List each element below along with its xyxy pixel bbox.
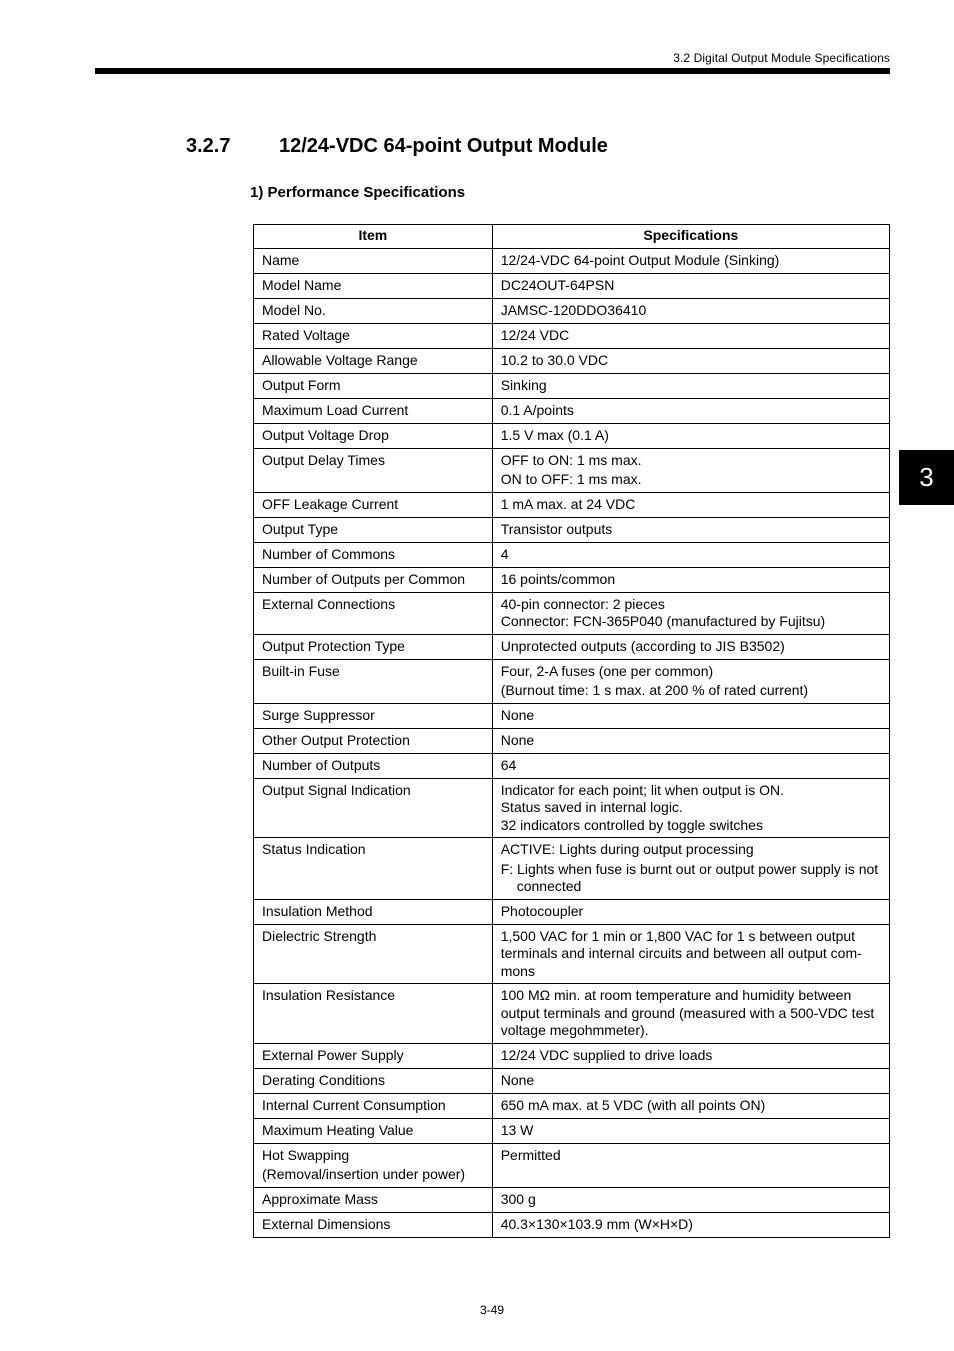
item-cell [254, 373, 493, 398]
table-row [254, 448, 890, 492]
table-row [254, 423, 890, 448]
spec-cell [492, 659, 889, 703]
spec-cell [492, 492, 889, 517]
item-cell [254, 1187, 493, 1212]
item-cell-line: Status Indication [262, 841, 366, 857]
page-number [0, 1303, 954, 1317]
spec-cell-line: None [500, 706, 535, 723]
table-row [254, 298, 890, 323]
spec-cell [492, 984, 889, 1044]
spec-cell [492, 1143, 889, 1187]
item-cell [254, 634, 493, 659]
spec-cell-line: 300 g [500, 1190, 536, 1207]
item-cell-line: Other Output Protection [262, 731, 410, 748]
spec-cell [492, 753, 889, 778]
item-cell-line: Output Type [262, 520, 339, 537]
spec-cell-line: terminals and internal circuits and between all output com- [500, 945, 862, 961]
item-cell-line: (Removal/insertion under power) [262, 1166, 466, 1182]
spec-cell-line: 12/24 VDC [500, 326, 570, 343]
spec-cell-line: 1.5 V max (0.1 A) [500, 426, 609, 443]
column-header-specifications: Specifications [492, 225, 889, 249]
chapter-tab: 3 [899, 450, 954, 505]
item-cell [254, 273, 493, 298]
spec-cell-line: 4 [500, 545, 509, 562]
item-cell-line: Surge Suppressor [262, 706, 375, 723]
item-cell-line: Name [262, 251, 300, 268]
item-cell-line: Built-in Fuse [262, 662, 340, 679]
table-row [254, 1093, 890, 1118]
item-cell [254, 778, 493, 838]
spec-cell-line: DC24OUT-64PSN [500, 276, 615, 293]
item-cell-line: Output Signal Indication [262, 781, 411, 798]
spec-cell-line: Permitted [500, 1146, 561, 1163]
table-row [254, 248, 890, 273]
table-row [254, 542, 890, 567]
table-row [254, 1068, 890, 1093]
spec-cell-line: output terminals and ground (measured with a 500-VDC test [500, 1004, 875, 1021]
table-row [254, 659, 890, 703]
spec-cell-line: None [500, 731, 535, 748]
table-header-row [254, 225, 890, 249]
spec-cell-line: 1,500 VAC for 1 min or 1,800 VAC for 1 s between output [500, 927, 856, 944]
item-cell [254, 423, 493, 448]
spec-cell-line: 32 indicators controlled by toggle switches [500, 816, 763, 833]
spec-cell [492, 348, 889, 373]
item-cell-line: Maximum Heating Value [262, 1121, 414, 1138]
item-cell-line: Rated Voltage [262, 326, 350, 343]
item-cell [254, 323, 493, 348]
item-cell [254, 1093, 493, 1118]
spec-cell-line: None [500, 1071, 535, 1088]
spec-cell [492, 592, 889, 634]
spec-cell-line: 13 W [500, 1121, 534, 1138]
table-row [254, 728, 890, 753]
item-cell [254, 984, 493, 1044]
table-row [254, 634, 890, 659]
item-cell [254, 899, 493, 924]
spec-cell-line: ON to OFF: 1 ms max. [500, 471, 642, 487]
spec-cell-line: 0.1 A/points [500, 401, 574, 418]
item-cell-line: Number of Commons [262, 545, 396, 562]
spec-cell [492, 298, 889, 323]
table-row [254, 778, 890, 838]
item-cell [254, 1143, 493, 1187]
spec-cell [492, 728, 889, 753]
spec-cell-line: 40.3×130×103.9 mm (W×H×D) [500, 1215, 693, 1232]
item-cell [254, 659, 493, 703]
item-cell-line: Model No. [262, 301, 326, 318]
spec-cell-line: 12/24 VDC supplied to drive loads [500, 1046, 713, 1063]
item-cell-line: Hot Swapping [262, 1146, 350, 1163]
item-cell [254, 592, 493, 634]
table-row [254, 1143, 890, 1187]
item-cell [254, 728, 493, 753]
spec-cell [492, 1187, 889, 1212]
spec-cell [492, 838, 889, 900]
subsection-title: 1) Performance Specifications [250, 184, 466, 201]
item-cell-line: Dielectric Strength [262, 927, 377, 944]
spec-cell-line: ACTIVE: Lights during output processing [500, 841, 754, 857]
spec-cell [492, 542, 889, 567]
spec-cell-line: Indicator for each point; lit when output is ON. [500, 781, 784, 798]
spec-cell [492, 778, 889, 838]
table-row [254, 373, 890, 398]
item-cell-line: Output Form [262, 376, 341, 393]
table-row [254, 753, 890, 778]
table-row [254, 838, 890, 900]
spec-cell [492, 703, 889, 728]
item-cell-line: External Dimensions [262, 1215, 391, 1232]
spec-cell-line: OFF to ON: 1 ms max. [500, 451, 642, 468]
spec-cell [492, 323, 889, 348]
spec-cell [492, 448, 889, 492]
spec-cell-line: 1 mA max. at 24 VDC [500, 495, 636, 512]
item-cell-line: External Power Supply [262, 1046, 404, 1063]
item-cell-line: Derating Conditions [262, 1071, 385, 1088]
spec-cell-line: connected [516, 878, 582, 894]
table-row [254, 924, 890, 984]
spec-cell [492, 1093, 889, 1118]
spec-cell-line: mons [500, 962, 535, 979]
item-cell-line: Number of Outputs [262, 756, 381, 773]
item-cell-line: Number of Outputs per Common [262, 570, 466, 587]
item-cell-line: Maximum Load Current [262, 401, 409, 418]
item-cell [254, 567, 493, 592]
table-row [254, 398, 890, 423]
spec-cell [492, 1212, 889, 1237]
item-cell [254, 703, 493, 728]
spec-cell-line: 40-pin connector: 2 pieces [500, 595, 665, 612]
item-cell-line: Internal Current Consumption [262, 1096, 446, 1113]
item-cell [254, 492, 493, 517]
spec-table-body [254, 248, 890, 1237]
item-cell [254, 248, 493, 273]
table-row [254, 899, 890, 924]
table-row [254, 492, 890, 517]
item-cell [254, 1068, 493, 1093]
table-row [254, 273, 890, 298]
table-row [254, 984, 890, 1044]
spec-cell-line: Connector: FCN-365P040 (manufactured by Fujitsu) [500, 613, 826, 629]
spec-cell-line: Unprotected outputs (according to JIS B3502) [500, 637, 785, 654]
item-cell [254, 542, 493, 567]
spec-cell [492, 567, 889, 592]
item-cell-line: Insulation Method [262, 902, 373, 919]
spec-cell [492, 899, 889, 924]
spec-cell-line: 650 mA max. at 5 VDC (with all points ON) [500, 1096, 766, 1113]
spec-cell-line: Photocoupler [500, 902, 584, 919]
table-row [254, 567, 890, 592]
item-cell-line: Output Delay Times [262, 451, 385, 468]
item-cell [254, 348, 493, 373]
item-cell [254, 448, 493, 492]
spec-cell-line: Four, 2-A fuses (one per common) [500, 662, 714, 679]
spec-cell [492, 273, 889, 298]
table-row [254, 517, 890, 542]
spec-cell-line: 12/24-VDC 64-point Output Module (Sinking) [500, 251, 780, 268]
item-cell [254, 398, 493, 423]
spec-cell-line: Sinking [500, 376, 547, 393]
spec-cell [492, 517, 889, 542]
spec-cell [492, 1118, 889, 1143]
item-cell-line: External Connections [262, 595, 396, 612]
table-row [254, 348, 890, 373]
spec-cell-line: Transistor outputs [500, 520, 613, 537]
table-row [254, 323, 890, 348]
section-title [186, 135, 608, 158]
table-row [254, 592, 890, 634]
spec-cell [492, 1068, 889, 1093]
table-row [254, 703, 890, 728]
spec-cell [492, 248, 889, 273]
spec-cell-line: 16 points/common [500, 570, 616, 587]
column-header-item: Item [254, 225, 493, 249]
item-cell-line: OFF Leakage Current [262, 495, 399, 512]
item-cell [254, 1043, 493, 1068]
spec-cell-line: 10.2 to 30.0 VDC [500, 351, 609, 368]
item-cell [254, 298, 493, 323]
item-cell [254, 517, 493, 542]
item-cell-line: Output Protection Type [262, 637, 405, 654]
spec-cell-line: F: Lights when fuse is burnt out or output power supply is not [500, 860, 879, 877]
item-cell-line: Allowable Voltage Range [262, 351, 418, 368]
item-cell [254, 924, 493, 984]
item-cell [254, 1118, 493, 1143]
item-cell [254, 838, 493, 900]
item-cell [254, 753, 493, 778]
item-cell-line: Output Voltage Drop [262, 426, 389, 443]
section-number: 3.2.7 [186, 135, 231, 157]
table-row [254, 1212, 890, 1237]
spec-cell [492, 398, 889, 423]
spec-cell [492, 423, 889, 448]
page-number-text: 3-49 [479, 1303, 505, 1317]
spec-cell-line: JAMSC-120DDO36410 [500, 301, 647, 318]
section-heading: 12/24-VDC 64-point Output Module [279, 135, 608, 157]
item-cell-line: Insulation Resistance [262, 987, 396, 1003]
header-rule [95, 68, 890, 74]
spec-cell-line: voltage megohmmeter). [500, 1022, 649, 1038]
spec-cell-line: Status saved in internal logic. [500, 799, 683, 815]
spec-cell-line: 100 MΩ min. at room temperature and humidity between [500, 987, 852, 1003]
spec-cell [492, 634, 889, 659]
spec-cell [492, 1043, 889, 1068]
item-cell-line: Model Name [262, 276, 342, 293]
spec-cell [492, 373, 889, 398]
table-row [254, 1043, 890, 1068]
running-header: 3.2 Digital Output Module Specifications [673, 51, 890, 65]
item-cell-line: Approximate Mass [262, 1190, 378, 1207]
spec-table [253, 224, 890, 1238]
spec-cell-line: (Burnout time: 1 s max. at 200 % of rated current) [500, 682, 809, 698]
spec-cell-line: 64 [500, 756, 517, 773]
table-row [254, 1187, 890, 1212]
table-row [254, 1118, 890, 1143]
item-cell [254, 1212, 493, 1237]
spec-cell [492, 924, 889, 984]
